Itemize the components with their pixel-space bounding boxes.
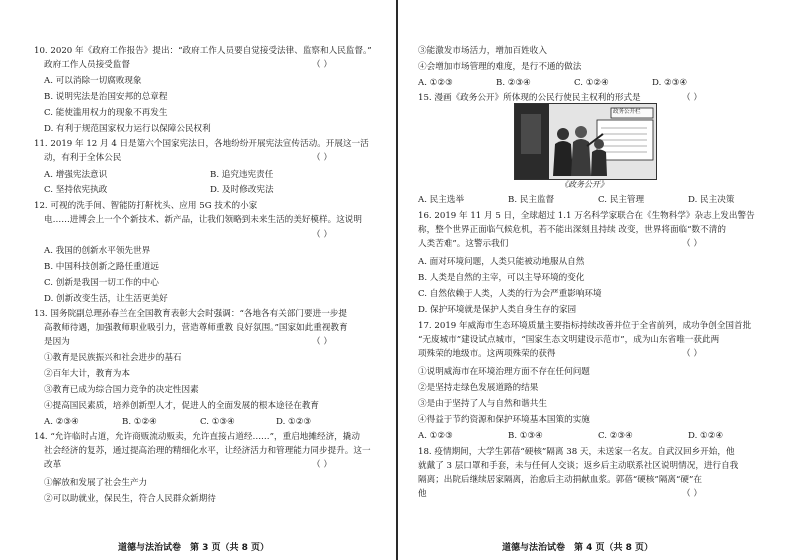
bulletin-board-label: 政务公开栏 bbox=[613, 109, 641, 115]
q17-item-2: ②是坚持走绿色发展道路的结果 bbox=[418, 383, 539, 393]
q17-option-c[interactable]: C. ②③④ bbox=[598, 431, 633, 441]
q16-answer-blank[interactable]: （ ） bbox=[682, 239, 702, 249]
q10-option-a[interactable]: A. 可以消除一切腐败现象 bbox=[44, 76, 142, 86]
q10-answer-blank[interactable]: （ ） bbox=[312, 60, 332, 70]
q14-item-4: ④会增加市场管理的难度，是行不通的做法 bbox=[418, 62, 582, 72]
q11-option-d[interactable]: D. 及时修改宪法 bbox=[210, 185, 274, 195]
q13-stem-line2: 高教师待遇，加强教师职业吸引力，营造尊师重教 良好氛围。”国家如此重视教育 bbox=[44, 323, 348, 333]
q15-option-c[interactable]: C. 民主管理 bbox=[598, 195, 645, 205]
q15-option-d[interactable]: D. 民主决策 bbox=[688, 195, 735, 205]
q13-item-1: ①教育是民族振兴和社会进步的基石 bbox=[44, 353, 182, 363]
q13-stem-line3: 是因为 bbox=[44, 337, 70, 347]
q17-option-d[interactable]: D. ①②④ bbox=[688, 431, 724, 441]
q10-stem-line2: 政府工作人员接受监督 bbox=[44, 60, 130, 70]
q14-stem-line1: 14. “允许临时占道，允许商贩流动贩卖，允许直接占道经……”，重启地摊经济，撬动 bbox=[34, 432, 360, 442]
q13-answer-blank[interactable]: （ ） bbox=[312, 337, 332, 347]
q11-stem-line2: 动，有利于全体公民 bbox=[44, 153, 122, 163]
q12-option-d[interactable]: D. 创新改变生活，让生活更美好 bbox=[44, 294, 168, 304]
q13-option-b[interactable]: B. ①②④ bbox=[122, 417, 157, 427]
q11-option-b[interactable]: B. 追究违宪责任 bbox=[210, 170, 274, 180]
q15-option-b[interactable]: B. 民主监督 bbox=[508, 195, 555, 205]
q18-stem-line3: 隔离；出院后继续居家隔离，治愈后主动捐献血浆。郭蓓“硬核”隔离“硬”在 bbox=[418, 475, 702, 485]
q12-stem-line1: 12. 可视的洗手间、智能防打鼾枕头、应用 5G 技术的小家 bbox=[34, 201, 258, 211]
page-footer-3: 道德与法治试卷 第 3 页（共 8 页） bbox=[118, 543, 270, 553]
q13-item-2: ②百年大计，教育为本 bbox=[44, 369, 130, 379]
q16-option-b[interactable]: B. 人类是自然的主宰，可以主导环境的变化 bbox=[418, 273, 585, 283]
q12-option-a[interactable]: A. 我国的创新水平领先世界 bbox=[44, 246, 151, 256]
q16-stem-line1: 16. 2019 年 11 月 5 日，全球超过 1.1 万名科学家联合在《生物科学》杂志上发出警告 bbox=[418, 211, 755, 221]
q10-stem-line1: 10. 2020 年《政府工作报告》提出：“政府工作人员要自觉接受法律、监察和人民监督。” bbox=[34, 46, 372, 56]
q17-item-3: ③是由于坚持了人与自然和谐共生 bbox=[418, 399, 547, 409]
q17-stem-line1: 17. 2019 年威海市生态环境质量主要指标持续改善并位于全省前列，成功争创全国首批 bbox=[418, 321, 752, 331]
q15-answer-blank[interactable]: （ ） bbox=[682, 93, 702, 103]
q17-item-1: ①说明威海市在环境治理方面不存在任何问题 bbox=[418, 367, 590, 377]
q16-option-d[interactable]: D. 保护环境就是保护人类自身生存的家园 bbox=[418, 305, 577, 315]
q13-stem-line1: 13. 国务院副总理孙春兰在全国教育表彰大会时强调：“各地各有关部门要进一步提 bbox=[34, 309, 347, 319]
q11-stem-line1: 11. 2019 年 12 月 4 日是第六个国家宪法日，各地纷纷开展宪法宣传活动。开展这一活 bbox=[34, 139, 369, 149]
q17-option-a[interactable]: A. ①②③ bbox=[418, 431, 453, 441]
q18-stem-line4: 他 bbox=[418, 489, 427, 499]
q13-option-d[interactable]: D. ①②③ bbox=[276, 417, 312, 427]
q14-item-3: ③能激发市场活力，增加百姓收入 bbox=[418, 46, 547, 56]
q12-option-c[interactable]: C. 创新是我国一切工作的中心 bbox=[44, 278, 159, 288]
q11-option-c[interactable]: C. 坚持依宪执政 bbox=[44, 185, 108, 195]
q12-option-b[interactable]: B. 中国科技创新之路任重道远 bbox=[44, 262, 159, 272]
q10-option-c[interactable]: C. 能使滥用权力的现象不再发生 bbox=[44, 108, 168, 118]
q16-stem-line3: 人类苦难”。这警示我们 bbox=[418, 239, 509, 249]
q14-item-1: ①解放和发展了社会生产力 bbox=[44, 478, 148, 488]
q14-option-d[interactable]: D. ②③④ bbox=[652, 78, 688, 88]
q14-stem-line2: 社会经济的复苏，通过提高治理的精细化水平，让经济活力和管理能力同步提升。这一 bbox=[44, 446, 371, 456]
q14-item-2: ②可以助就业，保民生，符合人民群众新期待 bbox=[44, 494, 216, 504]
q17-option-b[interactable]: B. ①③④ bbox=[508, 431, 543, 441]
q18-stem-line1: 18. 疫情期间，大学生郭蓓“硬核”隔离 38 天，未送家一名友。自武汉回乡开始，他 bbox=[418, 447, 735, 457]
page-footer-4: 道德与法治试卷 第 4 页（共 8 页） bbox=[502, 543, 654, 553]
cartoon-caption: 《政务公开》 bbox=[560, 180, 608, 189]
q17-item-4: ④得益于节约资源和保护环境基本国策的实施 bbox=[418, 415, 590, 425]
q14-stem-line3: 改革 bbox=[44, 460, 62, 470]
q11-answer-blank[interactable]: （ ） bbox=[312, 153, 332, 163]
q14-option-a[interactable]: A. ①②③ bbox=[418, 78, 453, 88]
q10-option-d[interactable]: D. 有利于规范国家权力运行以保障公民权利 bbox=[44, 124, 211, 134]
q18-stem-line2: 就戴了 3 层口罩和手套，未与任何人交谈；返乡后主动联系社区说明情况，进行自我 bbox=[418, 461, 739, 471]
q16-stem-line2: 称，整个世界正面临气候危机，若不能出深刻且持续 改变，世界将面临“数不清的 bbox=[418, 225, 726, 235]
q17-stem-line3: 项殊荣的地级市。这两项殊荣的获得 bbox=[418, 349, 556, 359]
q18-answer-blank[interactable]: （ ） bbox=[682, 489, 702, 499]
q13-option-c[interactable]: C. ①③④ bbox=[200, 417, 235, 427]
exam-page-4 bbox=[398, 0, 794, 560]
q12-answer-blank[interactable]: （ ） bbox=[312, 230, 332, 240]
q16-option-a[interactable]: A. 面对环境问题，人类只能被动地服从自然 bbox=[418, 257, 585, 267]
q14-option-c[interactable]: C. ①②④ bbox=[574, 78, 609, 88]
q10-option-b[interactable]: B. 说明宪法是治国安邦的总章程 bbox=[44, 92, 168, 102]
q16-option-c[interactable]: C. 自然依赖于人类，人类的行为会严重影响环境 bbox=[418, 289, 602, 299]
q13-option-a[interactable]: A. ②③④ bbox=[44, 417, 79, 427]
q14-option-b[interactable]: B. ②③④ bbox=[496, 78, 531, 88]
q17-answer-blank[interactable]: （ ） bbox=[682, 349, 702, 359]
q15-stem: 15. 漫画《政务公开》所体现的公民行使民主权利的形式是 bbox=[418, 93, 641, 103]
cartoon-government-affairs bbox=[514, 103, 657, 180]
q12-stem-line2: 电……进博会上一个个新技术、新产品，让我们领略到未来生活的美好模样。这说明 bbox=[44, 215, 362, 225]
q15-option-a[interactable]: A. 民主选举 bbox=[418, 195, 465, 205]
q17-stem-line2: “无废城市”建设试点城市，“国家生态文明建设示范市”，成为山东省唯一获此两 bbox=[418, 335, 720, 345]
q11-option-a[interactable]: A. 增强宪法意识 bbox=[44, 170, 108, 180]
q13-item-4: ④提高国民素质，培养创新型人才，促进人的全面发展的根本途径在教育 bbox=[44, 401, 320, 411]
q13-item-3: ③教育已成为综合国力竞争的决定性因素 bbox=[44, 385, 199, 395]
q14-answer-blank[interactable]: （ ） bbox=[312, 460, 332, 470]
